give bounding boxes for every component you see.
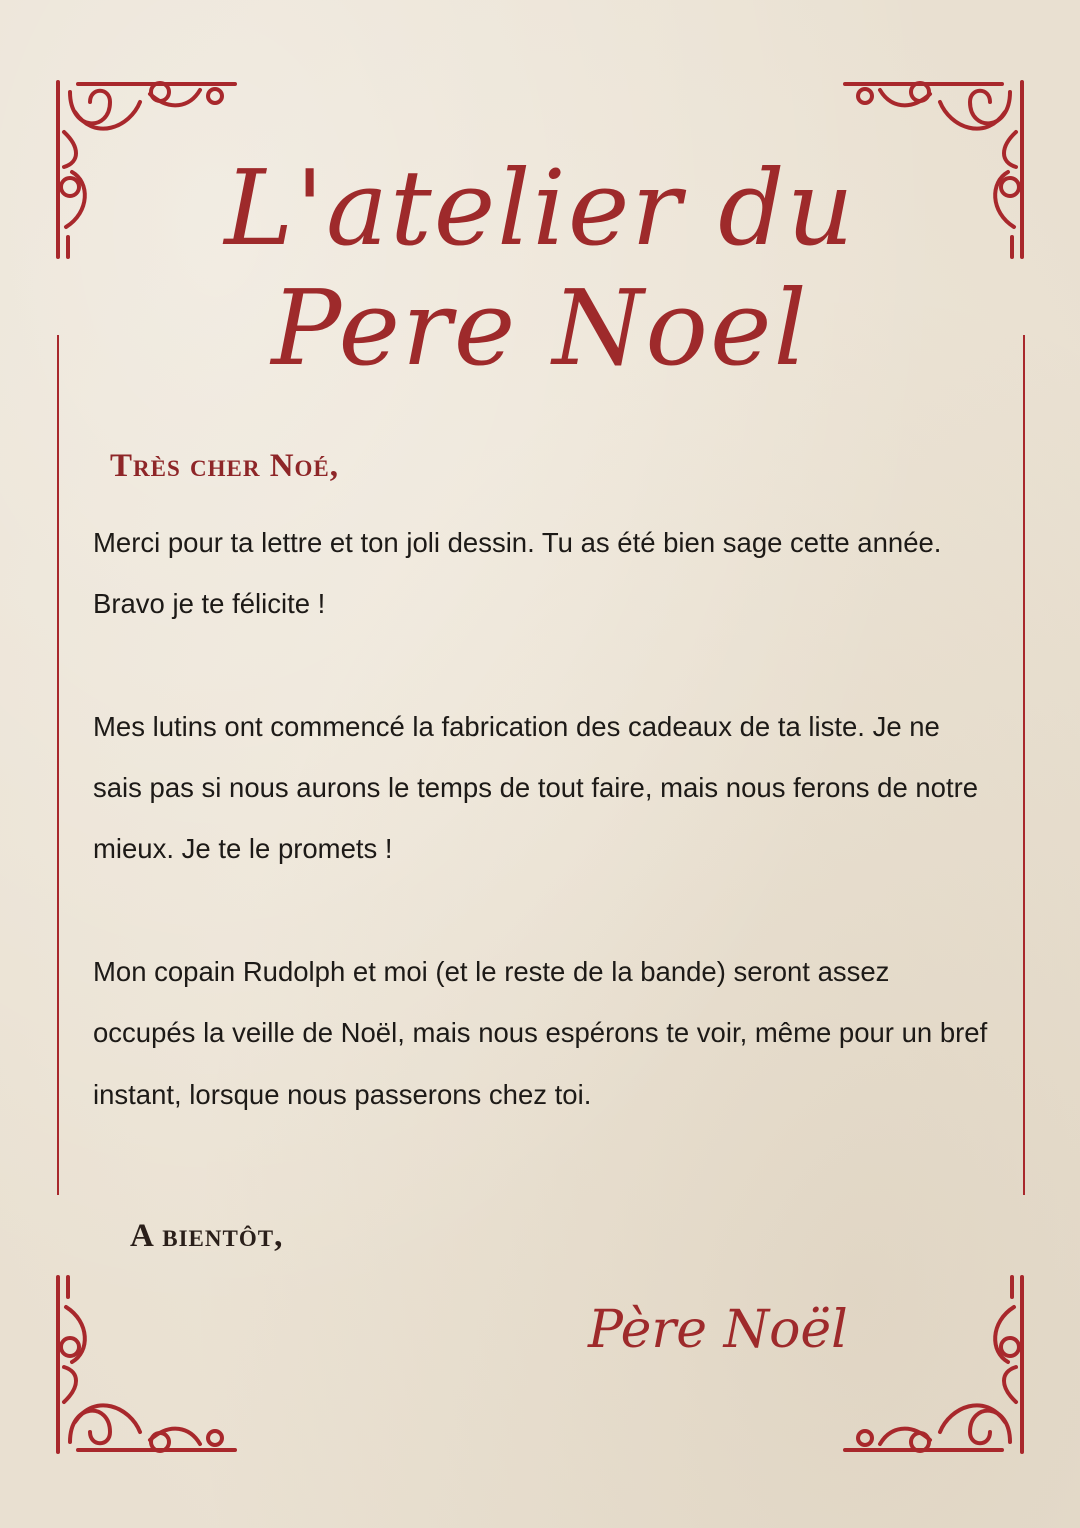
signature: Père Noël: [588, 1300, 848, 1360]
letter-paragraph: Mes lutins ont commencé la fabrication des cadeaux de ta liste. Je ne sais pas si nous aurons le temps de tout faire, mais nous ferons de notre mieux. Je te le promets !: [93, 710, 979, 865]
letter-paragraph: Bravo je te félicite !: [93, 588, 326, 620]
page-title-line-2: Pere Noel: [271, 267, 809, 389]
corner-ornament-bottom-left: [50, 1262, 250, 1462]
right-border-line: [1023, 335, 1025, 1195]
letter-greeting: Très cher Noé,: [110, 448, 340, 484]
flourish-icon: [50, 1262, 250, 1462]
letter-body: [93, 512, 993, 1125]
corner-ornament-bottom-right: [830, 1262, 1030, 1462]
letter-paragraph: Mon copain Rudolph et moi (et le reste de la bande) seront assez occupés la veille de Noël, mais nous espérons te voir, même pour un bref instant, lorsque nous passerons chez toi.: [93, 956, 988, 1110]
letter-paragraph: Merci pour ta lettre et ton joli dessin. Tu as été bien sage cette année.: [93, 527, 942, 558]
flourish-icon: [830, 1262, 1030, 1462]
letter-closing: A bientôt,: [130, 1218, 284, 1254]
page-title-line-1: L'atelier du: [224, 147, 856, 269]
left-border-line: [57, 335, 59, 1195]
